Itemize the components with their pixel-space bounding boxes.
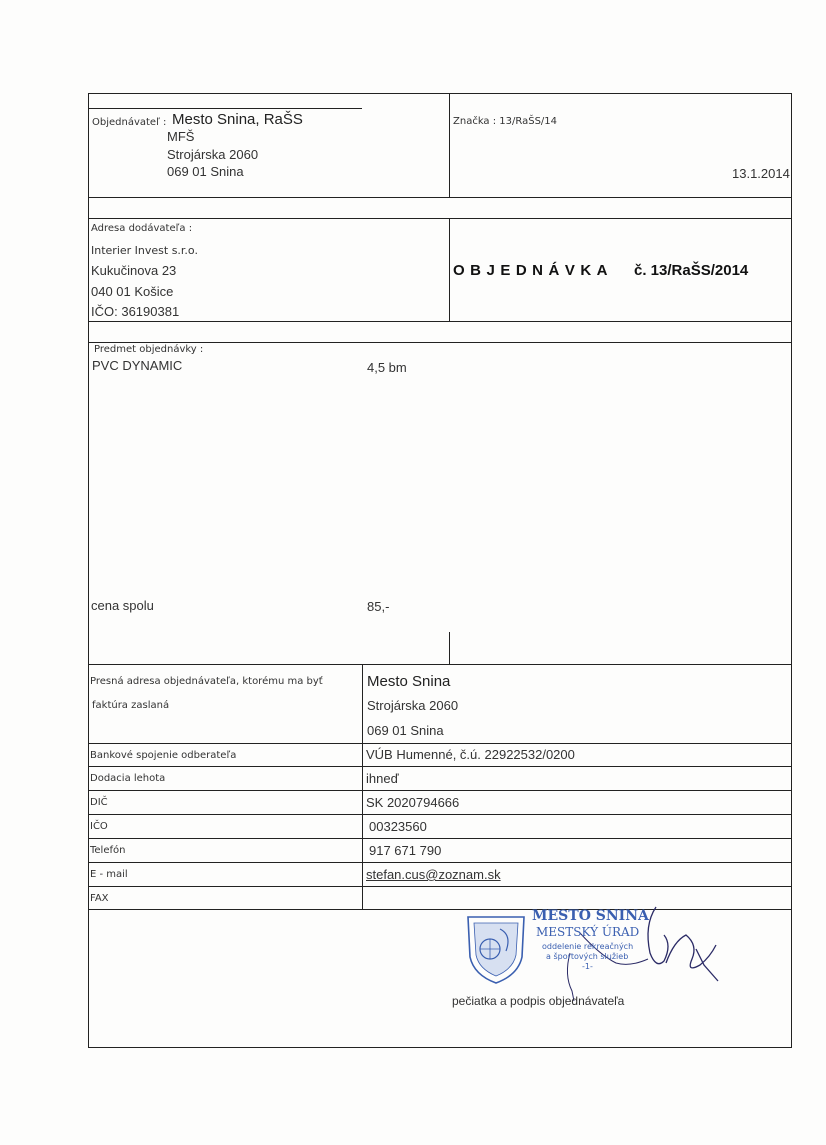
- stamp-dept-line-1: oddelenie rekreačných: [542, 942, 634, 951]
- reference-label: Značka : 13/RaŠS/14: [453, 116, 558, 127]
- stamp-dept-line-2: a športových služieb: [546, 952, 629, 961]
- stamp-subtitle: MESTSKÝ ÚRAD: [536, 925, 640, 939]
- invoice-street: Strojárska 2060: [367, 698, 459, 713]
- orderer-line-2: Strojárska 2060: [167, 147, 259, 162]
- invoice-label-line-1: Presná adresa objednávateľa, ktorému ma byť: [90, 676, 323, 687]
- orderer-line-1: MFŠ: [167, 129, 195, 144]
- orderer-label: Objednávateľ :: [92, 117, 167, 128]
- detail-label-ico: IČO: [90, 821, 108, 832]
- order-date: 13.1.2014: [732, 166, 790, 181]
- stamp-number: -1-: [582, 962, 593, 971]
- detail-value-dic: SK 2020794666: [366, 795, 460, 810]
- supplier-line-4: IČO: 36190381: [91, 304, 180, 319]
- stamp-area: [460, 905, 730, 1005]
- detail-value-delivery: ihneď: [366, 771, 399, 786]
- supplier-line-1: Interier Invest s.r.o.: [91, 244, 198, 257]
- item-quantity: 4,5 bm: [367, 360, 407, 375]
- total-label: cena spolu: [91, 598, 154, 613]
- detail-value-phone: 917 671 790: [369, 843, 442, 858]
- order-number: č. 13/RaŠS/2014: [634, 262, 749, 279]
- item-name: PVC DYNAMIC: [92, 358, 183, 373]
- orderer-line-3: 069 01 Snina: [167, 164, 244, 179]
- detail-label-email: E - mail: [90, 869, 128, 880]
- total-value: 85,-: [367, 599, 390, 614]
- detail-label-dic: DIČ: [90, 797, 108, 808]
- order-title: OBJEDNÁVKA: [453, 262, 614, 279]
- invoice-name: Mesto Snina: [367, 673, 451, 690]
- stamp-title: MESTO SNINA: [532, 908, 649, 924]
- signature-caption: pečiatka a podpis objednávateľa: [452, 994, 625, 1008]
- detail-label-phone: Telefón: [90, 845, 126, 856]
- detail-value-bank: VÚB Humenné, č.ú. 22922532/0200: [366, 747, 575, 762]
- detail-label-bank: Bankové spojenie odberateľa: [90, 750, 237, 761]
- invoice-city: 069 01 Snina: [367, 723, 444, 738]
- detail-value-email[interactable]: stefan.cus@zoznam.sk: [366, 867, 501, 882]
- orderer-name: Mesto Snina, RaŠS: [172, 111, 303, 128]
- invoice-label-line-2: faktúra zaslaná: [92, 700, 170, 711]
- supplier-label: Adresa dodávateľa :: [91, 223, 193, 234]
- detail-value-ico: 00323560: [369, 819, 427, 834]
- detail-label-delivery: Dodacia lehota: [90, 773, 166, 784]
- supplier-line-3: 040 01 Košice: [91, 284, 174, 299]
- subject-label: Predmet objednávky :: [94, 344, 204, 355]
- supplier-line-2: Kukučinova 23: [91, 263, 177, 278]
- detail-label-fax: FAX: [90, 893, 109, 904]
